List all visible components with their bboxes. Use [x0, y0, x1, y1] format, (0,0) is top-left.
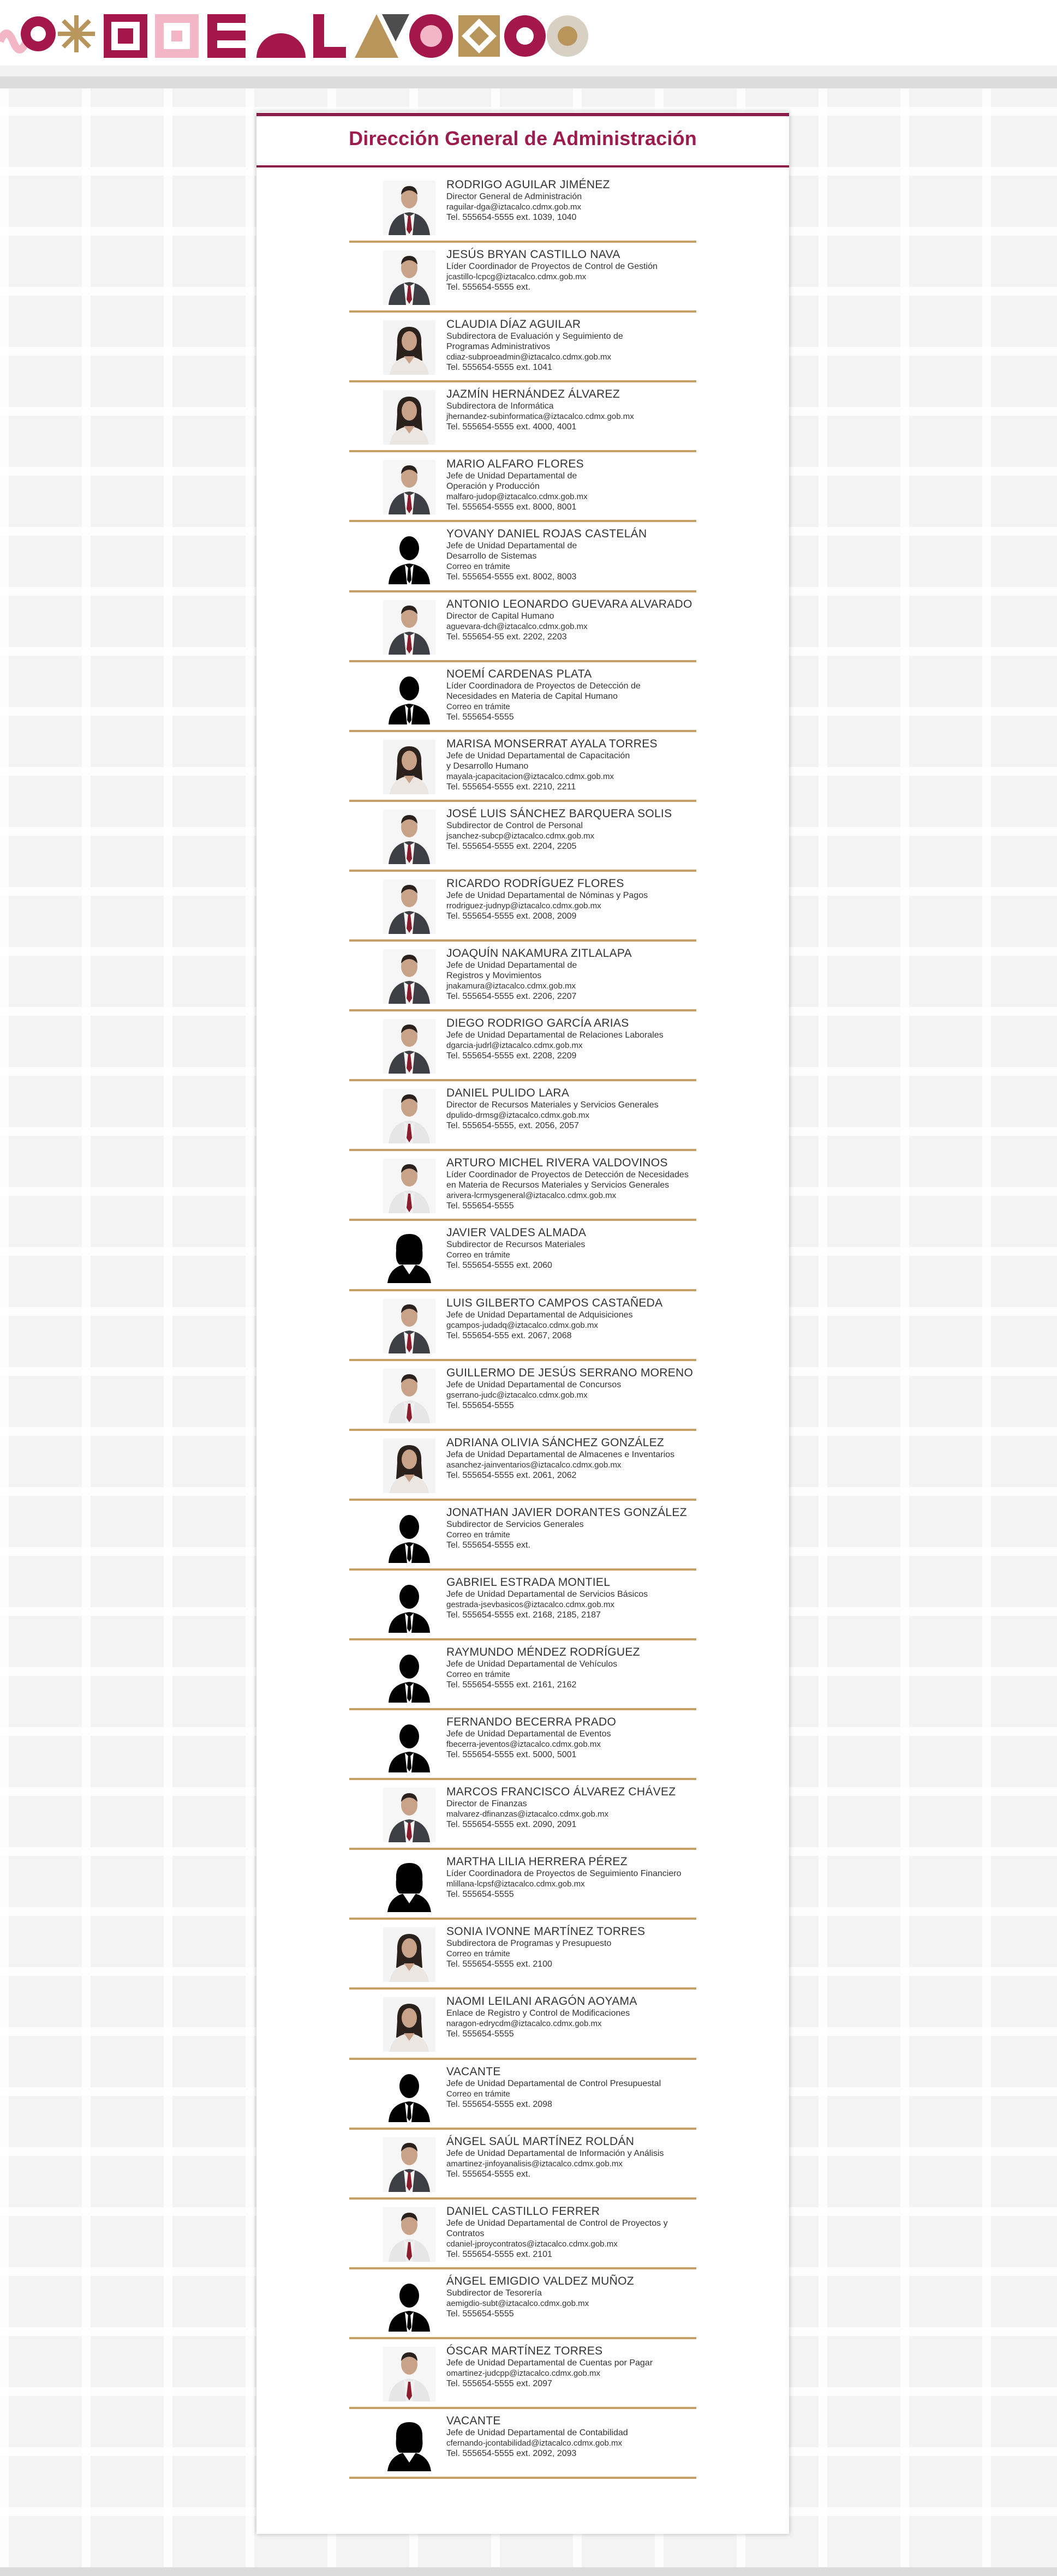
staff-role: Jefa de Unidad Departamental de Almacenes e Inventarios [446, 1449, 675, 1459]
silhouette-avatar-icon [383, 1858, 435, 1912]
staff-name: MARISA MONSERRAT AYALA TORRES [446, 737, 658, 750]
staff-entry [349, 662, 696, 732]
staff-role: Jefe de Unidad Departamental de Control Presupuestal [446, 2078, 661, 2088]
staff-entry [349, 173, 696, 243]
staff-role: Jefe de Unidad Departamental de [446, 961, 577, 971]
staff-email: aguevara-dch@iztacalco.cdmx.gob.mx [446, 621, 588, 631]
brand-logo-strip [0, 9, 589, 59]
staff-email: aemigdio-subt@iztacalco.cdmx.gob.mx [446, 2298, 589, 2308]
staff-info [446, 1576, 703, 1620]
staff-phone: Tel. 555654-5555 ext. 2101 [446, 2249, 552, 2259]
staff-info [446, 1297, 703, 1341]
staff-info [446, 2135, 703, 2179]
staff-phone: Tel. 555654-5555 ext. 2168, 2185, 2187 [446, 1610, 601, 1620]
staff-phone: Tel. 555654-5555 ext. 2092, 2093 [446, 2449, 577, 2458]
staff-name: GABRIEL ESTRADA MONTIEL [446, 1575, 611, 1589]
staff-role: Jefe de Unidad Departamental de [446, 471, 577, 481]
staff-entry [349, 1710, 696, 1780]
staff-photo [383, 1159, 435, 1213]
staff-email: rrodriguez-judnyp@iztacalco.cdmx.gob.mx [446, 901, 601, 910]
staff-role: Director de Recursos Materiales y Servicios Generales [446, 1100, 659, 1110]
silhouette-avatar-icon [383, 1648, 435, 1703]
staff-entry [349, 732, 696, 802]
staff-info [446, 947, 703, 1002]
staff-phone: Tel. 555654-5555, ext. 2056, 2057 [446, 1121, 579, 1131]
staff-role: y Desarrollo Humano [446, 761, 529, 771]
staff-info [446, 598, 703, 642]
staff-role: Subdirector de Tesorería [446, 2288, 542, 2298]
staff-entry [349, 1361, 696, 1431]
staff-entry [349, 1501, 696, 1571]
staff-email: dpulido-drmsg@iztacalco.cdmx.gob.mx [446, 1111, 589, 1121]
title-underline [256, 165, 789, 167]
staff-entry [349, 2339, 696, 2409]
staff-email: mayala-jcapacitacion@iztacalco.cdmx.gob.mx [446, 771, 614, 781]
staff-name: LUIS GILBERTO CAMPOS CASTAÑEDA [446, 1296, 663, 1309]
staff-photo [383, 1788, 435, 1842]
staff-phone: Tel. 555654-5555 ext. [446, 1540, 530, 1550]
staff-name: NAOMI LEILANI ARAGÓN AOYAMA [446, 1995, 637, 2008]
staff-phone: Tel. 555654-5555 ext. 2161, 2162 [446, 1680, 577, 1690]
staff-phone: Tel. 555654-5555 ext. [446, 283, 530, 292]
staff-photo [383, 810, 435, 864]
staff-email: amartinez-jinfoyanalisis@iztacalco.cdmx.gob.mx [446, 2159, 623, 2168]
staff-name: JESÚS BRYAN CASTILLO NAVA [446, 248, 620, 261]
staff-email: dgarcia-judrl@iztacalco.cdmx.gob.mx [446, 1041, 583, 1051]
staff-entry [349, 1011, 696, 1081]
staff-name: RAYMUNDO MÉNDEZ RODRÍGUEZ [446, 1645, 640, 1658]
staff-phone: Tel. 555654-5555 ext. 2097 [446, 2379, 552, 2388]
staff-name: RICARDO RODRÍGUEZ FLORES [446, 877, 624, 890]
staff-role: Jefe de Unidad Departamental de Concursos [446, 1380, 622, 1389]
staff-entry [349, 382, 696, 452]
staff-name: VACANTE [446, 2415, 501, 2427]
staff-info [446, 1646, 703, 1690]
staff-info [446, 458, 703, 512]
staff-email: raguilar-dga@iztacalco.cdmx.gob.mx [446, 202, 581, 212]
staff-phone: Tel. 555654-5555 ext. 2060 [446, 1261, 552, 1271]
staff-phone: Tel. 555654-5555 ext. [446, 2169, 530, 2179]
staff-name: JOSÉ LUIS SÁNCHEZ BARQUERA SOLIS [446, 807, 672, 820]
staff-email: Correo en trámite [446, 702, 510, 711]
staff-name: ÁNGEL SAÚL MARTÍNEZ ROLDÁN [446, 2135, 635, 2148]
staff-role: Programas Administrativos [446, 342, 551, 352]
staff-photo [383, 2137, 435, 2192]
staff-info [446, 1087, 703, 1131]
staff-info [446, 2415, 703, 2459]
staff-phone: Tel. 555654-5555 ext. 8000, 8001 [446, 502, 577, 512]
staff-entry [349, 522, 696, 592]
staff-photo [383, 1369, 435, 1423]
staff-entry [349, 313, 696, 382]
staff-email: Correo en trámite [446, 1669, 510, 1679]
staff-info [446, 807, 703, 852]
staff-phone: Tel. 555654-5555 [446, 2309, 514, 2319]
staff-name: SONIA IVONNE MARTÍNEZ TORRES [446, 1925, 646, 1938]
staff-role: Subdirector de Recursos Materiales [446, 1240, 586, 1250]
staff-phone: Tel. 555654-5555 ext. 2210, 2211 [446, 782, 576, 792]
staff-name: JAVIER VALDES ALMADA [446, 1226, 587, 1239]
staff-email: Correo en trámite [446, 562, 510, 572]
staff-phone: Tel. 555654-5555 [446, 1400, 514, 1410]
staff-entry [349, 2130, 696, 2200]
silhouette-avatar-icon [383, 1229, 435, 1283]
staff-phone: Tel. 555654-5555 [446, 712, 514, 722]
staff-email: cdiaz-subproeadmin@iztacalco.cdmx.gob.mx [446, 352, 612, 362]
staff-entry [349, 872, 696, 942]
staff-name: DIEGO RODRIGO GARCÍA ARIAS [446, 1017, 629, 1030]
staff-name: YOVANY DANIEL ROJAS CASTELÁN [446, 528, 647, 541]
staff-entry [349, 1081, 696, 1151]
staff-name: ÁNGEL EMIGDIO VALDEZ MUÑOZ [446, 2274, 634, 2287]
staff-info [446, 877, 703, 921]
staff-info [446, 1157, 703, 1211]
staff-phone: Tel. 555654-5555 ext. 5000, 5001 [446, 1750, 577, 1760]
staff-email: jnakamura@iztacalco.cdmx.gob.mx [446, 981, 576, 991]
staff-role: Necesidades en Materia de Capital Humano [446, 691, 618, 701]
staff-email: fbecerra-jeventos@iztacalco.cdmx.gob.mx [446, 1740, 601, 1750]
staff-info [446, 738, 703, 792]
staff-name: MARIO ALFARO FLORES [446, 458, 584, 471]
staff-role: Jefe de Unidad Departamental de Cuentas por Pagar [446, 2358, 653, 2368]
staff-entry [349, 452, 696, 522]
staff-entry [349, 1431, 696, 1501]
staff-photo [383, 879, 435, 934]
staff-list [349, 173, 696, 2479]
staff-email: jhernandez-subinformatica@iztacalco.cdmx.gob.mx [446, 412, 634, 422]
staff-info [446, 248, 703, 292]
staff-name: RODRIGO AGUILAR JIMÉNEZ [446, 178, 610, 191]
top-banner [0, 0, 1057, 65]
staff-info [446, 1855, 703, 1900]
staff-role: Jefe de Unidad Departamental de Vehículos [446, 1659, 618, 1669]
staff-role: Líder Coordinadora de Proyectos de Seguimiento Financiero [446, 1869, 682, 1879]
staff-role: Subdirectora de Programas y Presupuesto [446, 1939, 612, 1949]
staff-phone: Tel. 555654-5555 [446, 1890, 514, 1900]
staff-name: MARCOS FRANCISCO ÁLVAREZ CHÁVEZ [446, 1786, 676, 1799]
staff-info [446, 2065, 703, 2110]
silhouette-avatar-icon [383, 1578, 435, 1633]
staff-entry [349, 1571, 696, 1640]
staff-role: Jefe de Unidad Departamental de Eventos [446, 1729, 611, 1739]
silhouette-avatar-icon [383, 1718, 435, 1772]
staff-name: VACANTE [446, 2065, 501, 2078]
staff-photo [383, 250, 435, 305]
silhouette-avatar-icon [383, 2417, 435, 2471]
staff-name: CLAUDIA DÍAZ AGUILAR [446, 318, 581, 331]
staff-phone: Tel. 555654-5555 ext. 1041 [446, 363, 552, 373]
staff-photo [383, 949, 435, 1004]
staff-phone: Tel. 555654-5555 ext. 1039, 1040 [446, 213, 577, 222]
staff-name: ADRIANA OLIVIA SÁNCHEZ GONZÁLEZ [446, 1436, 665, 1449]
staff-email: omartinez-judcpp@iztacalco.cdmx.gob.mx [446, 2368, 601, 2378]
staff-name: JONATHAN JAVIER DORANTES GONZÁLEZ [446, 1506, 687, 1519]
staff-name: DANIEL PULIDO LARA [446, 1087, 570, 1100]
staff-entry [349, 2200, 696, 2269]
staff-phone: Tel. 555654-5555 [446, 2029, 514, 2039]
staff-role: Jefe de Unidad Departamental de Servicios Básicos [446, 1589, 648, 1599]
staff-entry [349, 1151, 696, 1221]
staff-photo [383, 1439, 435, 1493]
staff-entry [349, 1850, 696, 1920]
staff-role: Enlace de Registro y Control de Modificaciones [446, 2009, 630, 2018]
staff-role: Subdirectora de Informática [446, 402, 554, 411]
staff-email: Correo en trámite [446, 2089, 510, 2099]
staff-photo [383, 320, 435, 375]
staff-email: jsanchez-subcp@iztacalco.cdmx.gob.mx [446, 831, 595, 841]
staff-email: jcastillo-lcpcg@iztacalco.cdmx.gob.mx [446, 272, 587, 282]
staff-email: mlillana-lcpsf@iztacalco.cdmx.gob.mx [446, 1879, 585, 1889]
staff-photo [383, 1019, 435, 1074]
staff-info [446, 1925, 703, 1969]
staff-role: Director de Finanzas [446, 1799, 527, 1809]
staff-entry [349, 1221, 696, 1291]
staff-photo [383, 1299, 435, 1353]
staff-role: Jefe de Unidad Departamental de [446, 541, 577, 551]
staff-phone: Tel. 555654-5555 ext. 4000, 4001 [446, 422, 577, 432]
staff-phone: Tel. 555654-5555 ext. 2206, 2207 [446, 992, 577, 1002]
staff-entry [349, 2060, 696, 2130]
staff-role: Jefe de Unidad Departamental de Control de Proyectos y Contratos [446, 2218, 668, 2238]
header-separator [0, 76, 1057, 88]
staff-entry [349, 592, 696, 662]
staff-role: Jefe de Unidad Departamental de Nóminas y Pagos [446, 890, 648, 900]
staff-role: Director de Capital Humano [446, 611, 554, 621]
staff-name: JAZMÍN HERNÁNDEZ ÁLVAREZ [446, 388, 620, 401]
staff-role: Subdirector de Control de Personal [446, 820, 583, 830]
staff-photo [383, 740, 435, 794]
staff-role: Subdirector de Servicios Generales [446, 1519, 584, 1529]
staff-email: malvarez-dfinanzas@iztacalco.cdmx.gob.mx [446, 1810, 609, 1819]
staff-email: Correo en trámite [446, 1530, 510, 1539]
staff-phone: Tel. 555654-5555 ext. 2208, 2209 [446, 1051, 577, 1061]
staff-info [446, 668, 703, 722]
staff-phone: Tel. 555654-5555 ext. 8002, 8003 [446, 572, 577, 582]
staff-email: cfernando-jcontabilidad@iztacalco.cdmx.gob.mx [446, 2439, 623, 2448]
staff-name: ÓSCAR MARTÍNEZ TORRES [446, 2344, 603, 2357]
silhouette-avatar-icon [383, 1508, 435, 1563]
staff-phone: Tel. 555654-5555 ext. 2008, 2009 [446, 911, 577, 921]
card-top-line [256, 113, 789, 116]
staff-name: MARTHA LILIA HERRERA PÉREZ [446, 1855, 628, 1868]
staff-info [446, 1506, 703, 1550]
staff-photo [383, 1927, 435, 1982]
staff-info [446, 1995, 703, 2039]
staff-entry [349, 1291, 696, 1361]
staff-role: Registros y Movimientos [446, 971, 542, 981]
staff-phone: Tel. 555654-5555 ext. 2204, 2205 [446, 841, 577, 851]
staff-role: en Materia de Recursos Materiales y Servicios Generales [446, 1181, 670, 1190]
staff-info [446, 1017, 703, 1061]
staff-phone: Tel. 555654-5555 ext. 2100 [446, 1960, 552, 1969]
staff-photo [383, 460, 435, 514]
staff-role: Jefe de Unidad Departamental de Información y Análisis [446, 2148, 664, 2158]
staff-name: GUILLERMO DE JESÚS SERRANO MORENO [446, 1366, 694, 1379]
staff-info [446, 178, 703, 223]
staff-role: Jefe de Unidad Departamental de Relaciones Laborales [446, 1031, 664, 1040]
staff-name: ANTONIO LEONARDO GUEVARA ALVARADO [446, 597, 692, 610]
silhouette-avatar-icon [383, 2277, 435, 2332]
staff-role: Jefe de Unidad Departamental de Capacitación [446, 751, 630, 760]
staff-name: DANIEL CASTILLO FERRER [446, 2204, 600, 2218]
staff-email: arivera-lcrmysgeneral@iztacalco.cdmx.gob.mx [446, 1191, 617, 1201]
staff-photo [383, 1089, 435, 1143]
staff-role: Jefe de Unidad Departamental de Adquisiciones [446, 1310, 633, 1320]
staff-email: asanchez-jainventarios@iztacalco.cdmx.gob.mx [446, 1460, 622, 1470]
staff-role: Desarrollo de Sistemas [446, 552, 537, 561]
staff-phone: Tel. 555654-5555 ext. 2090, 2091 [446, 1820, 577, 1830]
staff-entry [349, 2409, 696, 2479]
staff-role: Líder Coordinador de Proyectos de Detección de Necesidades [446, 1170, 689, 1180]
page-title: Dirección General de Administración [349, 127, 697, 149]
staff-info [446, 318, 703, 373]
staff-name: NOEMÍ CARDENAS PLATA [446, 667, 592, 680]
staff-email: gestrada-jsevbasicos@iztacalco.cdmx.gob.mx [446, 1599, 614, 1609]
staff-photo [383, 600, 435, 655]
staff-role: Jefe de Unidad Departamental de Contabilidad [446, 2428, 628, 2437]
staff-entry [349, 802, 696, 872]
staff-entry [349, 2269, 696, 2339]
staff-entry [349, 1780, 696, 1850]
staff-info [446, 1226, 703, 1271]
staff-phone: Tel. 555654-555 ext. 2067, 2068 [446, 1331, 572, 1340]
staff-entry [349, 243, 696, 313]
staff-email: cdaniel-jproycontratos@iztacalco.cdmx.gob.mx [446, 2239, 618, 2249]
staff-name: ARTURO MICHEL RIVERA VALDOVINOS [446, 1157, 668, 1170]
staff-photo [383, 390, 435, 445]
staff-entry [349, 1920, 696, 1990]
silhouette-avatar-icon [383, 530, 435, 584]
staff-photo [383, 181, 435, 235]
staff-info [446, 1367, 703, 1411]
staff-entry [349, 1990, 696, 2059]
staff-email: malfaro-judop@iztacalco.cdmx.gob.mx [446, 492, 588, 502]
silhouette-avatar-icon [383, 670, 435, 724]
staff-role: Subdirectora de Evaluación y Seguimiento de [446, 332, 623, 342]
staff-info [446, 1786, 703, 1830]
staff-photo [383, 2207, 435, 2262]
staff-role: Líder Coordinadora de Proyectos de Detección de [446, 681, 641, 691]
staff-name: JOAQUÍN NAKAMURA ZITLALAPA [446, 947, 632, 960]
staff-info [446, 1716, 703, 1760]
staff-phone: Tel. 555654-5555 ext. 2098 [446, 2099, 552, 2109]
staff-role: Líder Coordinador de Proyectos de Control de Gestión [446, 262, 658, 272]
staff-info [446, 388, 703, 432]
staff-role: Director General de Administración [446, 192, 582, 201]
staff-phone: Tel. 555654-5555 [446, 1201, 514, 1211]
staff-phone: Tel. 555654-5555 ext. 2061, 2062 [446, 1470, 577, 1480]
staff-name: FERNANDO BECERRA PRADO [446, 1716, 617, 1729]
silhouette-avatar-icon [383, 2068, 435, 2122]
staff-phone: Tel. 555654-55 ext. 2202, 2203 [446, 632, 567, 642]
staff-email: Correo en trámite [446, 1949, 510, 1959]
staff-info [446, 1436, 703, 1481]
decorative-pattern-icon [0, 9, 589, 59]
staff-info [446, 2205, 703, 2260]
staff-info [446, 2345, 703, 2389]
directory-card [256, 112, 789, 2534]
staff-info [446, 2275, 703, 2319]
staff-photo [383, 1997, 435, 2052]
staff-email: Correo en trámite [446, 1250, 510, 1260]
staff-entry [349, 942, 696, 1011]
staff-info [446, 528, 703, 582]
staff-entry [349, 1640, 696, 1710]
staff-email: gcampos-judadq@iztacalco.cdmx.gob.mx [446, 1320, 598, 1330]
staff-email: naragon-edrycdm@iztacalco.cdmx.gob.mx [446, 2019, 602, 2029]
staff-photo [383, 2347, 435, 2401]
footer-strip [0, 2567, 1057, 2576]
staff-email: gserrano-judc@iztacalco.cdmx.gob.mx [446, 1390, 588, 1400]
staff-role: Operación y Producción [446, 482, 540, 492]
